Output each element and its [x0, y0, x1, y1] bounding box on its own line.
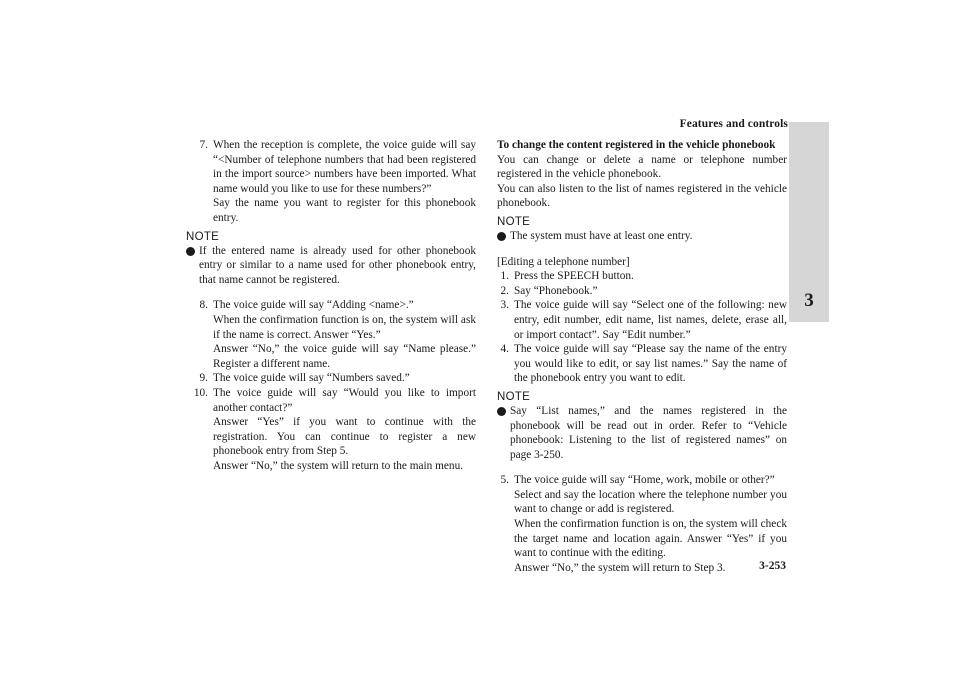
- note-block: [497, 215, 787, 244]
- intro-paragraph: You can also listen to the list of names registered in the vehicle phonebook.: [497, 182, 787, 210]
- step-4: [497, 342, 787, 386]
- step-text: Say “Phonebook.”: [514, 284, 598, 297]
- step-5: [497, 473, 787, 575]
- step-9: [186, 371, 476, 386]
- bullet-icon: [497, 232, 506, 241]
- step-text: Answer “No,” the system will return to the main menu.: [213, 459, 464, 472]
- chapter-number: 3: [804, 290, 814, 311]
- intro-paragraph: You can change or delete a name or telephone number registered in the vehicle phonebook.: [497, 153, 787, 181]
- step-number: 9.: [199, 372, 208, 385]
- step-number: 7.: [199, 139, 208, 151]
- step-text: The voice guide will say “Home, work, mobile or other?”: [514, 474, 775, 487]
- step-text: Say the name you want to register for this phonebook entry.: [213, 197, 476, 224]
- section-heading: To change the content registered in the vehicle phonebook: [497, 139, 776, 151]
- step-text: The voice guide will say “Please say the name of the entry you would like to edit, or say list names.” Say the name of the phonebook entry you want to edit.: [514, 343, 787, 385]
- step-text: Select and say the location where the telephone number you want to change or add is registered.: [514, 488, 787, 516]
- running-header-title: Features and controls: [679, 118, 788, 130]
- step-text: When the reception is complete, the voice guide will say “<Number of telephone numbers that had been registered in the import source> numbers have been imported. What name would you like to use for these numbers?”: [213, 139, 476, 195]
- step-1: [497, 269, 787, 284]
- note-item: [497, 404, 787, 462]
- chapter-tab: [789, 122, 829, 322]
- bullet-icon: [497, 407, 506, 416]
- step-text: The voice guide will say “Numbers saved.”: [213, 372, 410, 385]
- note-label: NOTE: [497, 215, 531, 228]
- note-block: [186, 230, 476, 288]
- page-number: 3-253: [759, 560, 786, 572]
- step-text: Answer “No,” the voice guide will say “Name please.” Register a different name.: [213, 343, 476, 370]
- step-text: The voice guide will say “Adding <name>.”: [213, 299, 414, 312]
- step-number: 4.: [500, 343, 509, 356]
- note-text: If the entered name is already used for other phonebook entry or similar to a name used for other phonebook entry, that name cannot be registered.: [199, 244, 476, 286]
- note-label: NOTE: [497, 390, 531, 403]
- step-10: [186, 386, 476, 474]
- step-number: 2.: [500, 284, 509, 297]
- step-3: [497, 298, 787, 342]
- step-7: [186, 138, 476, 226]
- bullet-icon: [186, 247, 195, 256]
- step-8: [186, 298, 476, 371]
- step-number: 8.: [199, 299, 208, 312]
- left-column: [186, 138, 476, 473]
- step-number: 5.: [500, 474, 509, 487]
- step-text: The voice guide will say “Would you like to import another contact?”: [213, 386, 476, 414]
- step-number: 3.: [500, 299, 509, 312]
- right-column: [497, 138, 787, 575]
- note-item: [497, 229, 787, 244]
- step-number: 1.: [500, 270, 509, 283]
- step-text: Answer “Yes” if you want to continue with the registration. You can continue to register a new phonebook entry from Step 5.: [213, 416, 476, 458]
- subsection-label: [Editing a telephone number]: [497, 255, 630, 268]
- note-block: [497, 390, 787, 462]
- step-text: When the confirmation function is on, the system will ask if the name is correct. Answer “Yes.”: [213, 313, 476, 341]
- note-item: [186, 244, 476, 288]
- step-2: [497, 284, 787, 299]
- step-text: Answer “No,” the system will return to Step 3.: [514, 561, 726, 574]
- step-number: 10.: [193, 386, 208, 399]
- note-label: NOTE: [186, 230, 220, 243]
- note-text: Say “List names,” and the names registered in the phonebook will be read out in order. Refer to “Vehicle phonebook: Listening to the list of registered names” on page 3-250.: [510, 404, 787, 461]
- step-text: The voice guide will say “Select one of the following: new entry, edit number, edit name, list names, delete, erase all, or import contact”. Say “Edit number.”: [514, 299, 787, 341]
- step-text: Press the SPEECH button.: [514, 270, 634, 283]
- step-text: When the confirmation function is on, the system will check the target name and location again. Answer “Yes” if you want to continue with the editing.: [514, 518, 787, 560]
- note-text: The system must have at least one entry.: [510, 229, 693, 242]
